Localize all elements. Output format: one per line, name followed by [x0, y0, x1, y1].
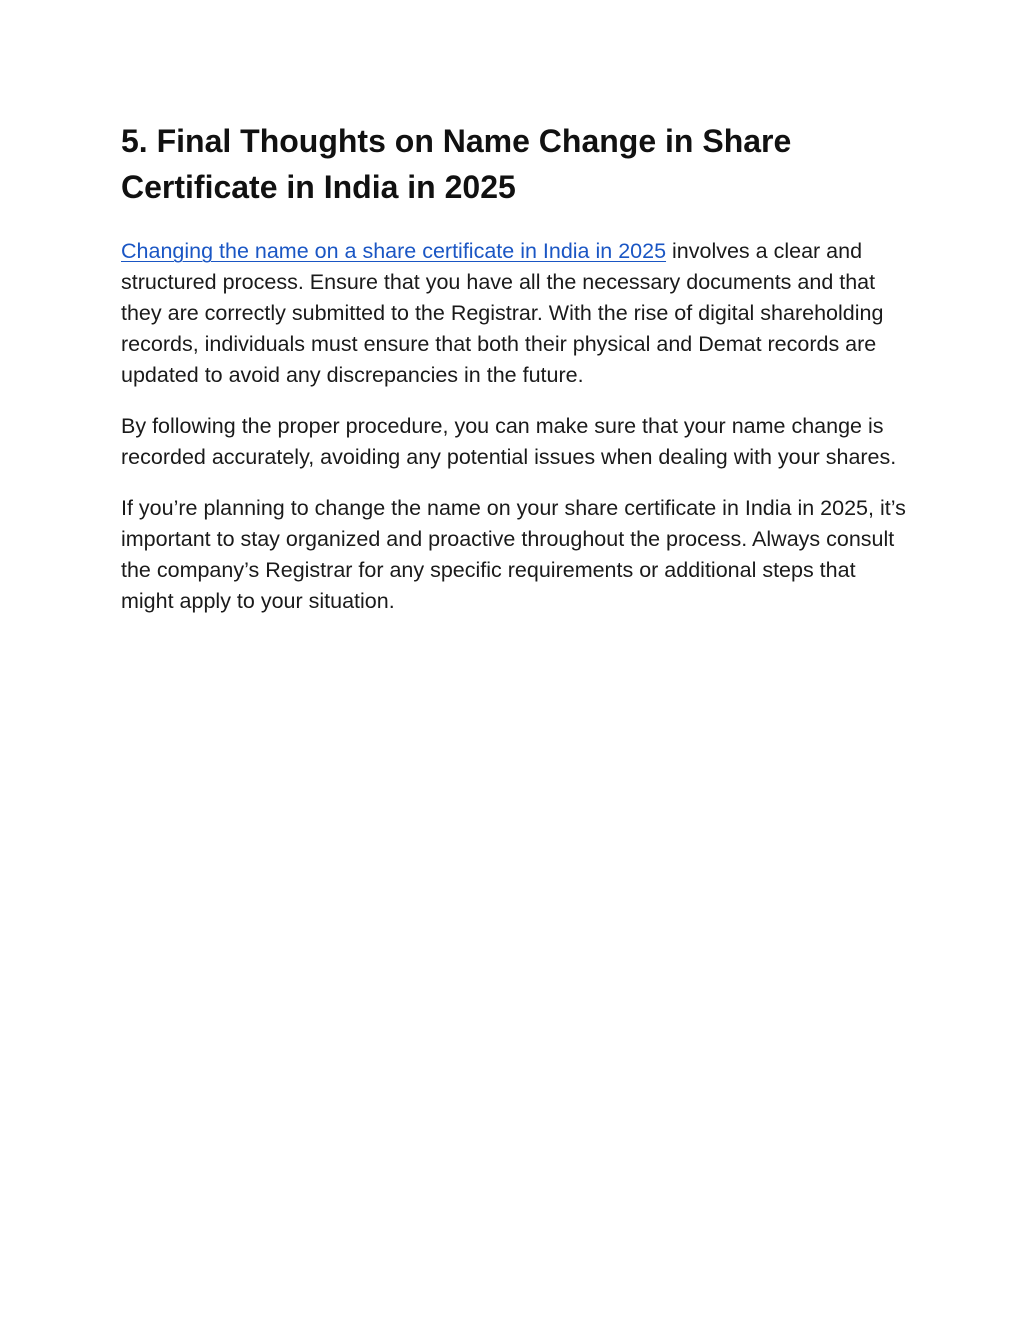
section-heading: 5. Final Thoughts on Name Change in Share Certificate in India in 2025 [121, 123, 792, 205]
paragraph-3: If you’re planning to change the name on your share certificate in India in 2025, it’s important to stay organized and proactive throughout the process. Always consult the company’s Registrar for any specific requirements or additional steps that might apply to your situation. [121, 496, 906, 613]
paragraph-1 [121, 236, 911, 391]
paragraph-2: By following the proper procedure, you can make sure that your name change is recorded accurately, avoiding any potential issues when dealing with your shares. [121, 414, 897, 469]
paragraph-1-text: involves a clear and structured process. Ensure that you have all the necessary documents and that they are correctly submitted to the Registrar. With the rise of digital shareholding records, individuals must ensure that both their physical and Demat records are updated to avoid any discrepancies in the future. [121, 239, 884, 387]
share-certificate-link[interactable]: Changing the name on a share certificate in India in 2025 [121, 239, 667, 263]
document-body [121, 118, 911, 637]
